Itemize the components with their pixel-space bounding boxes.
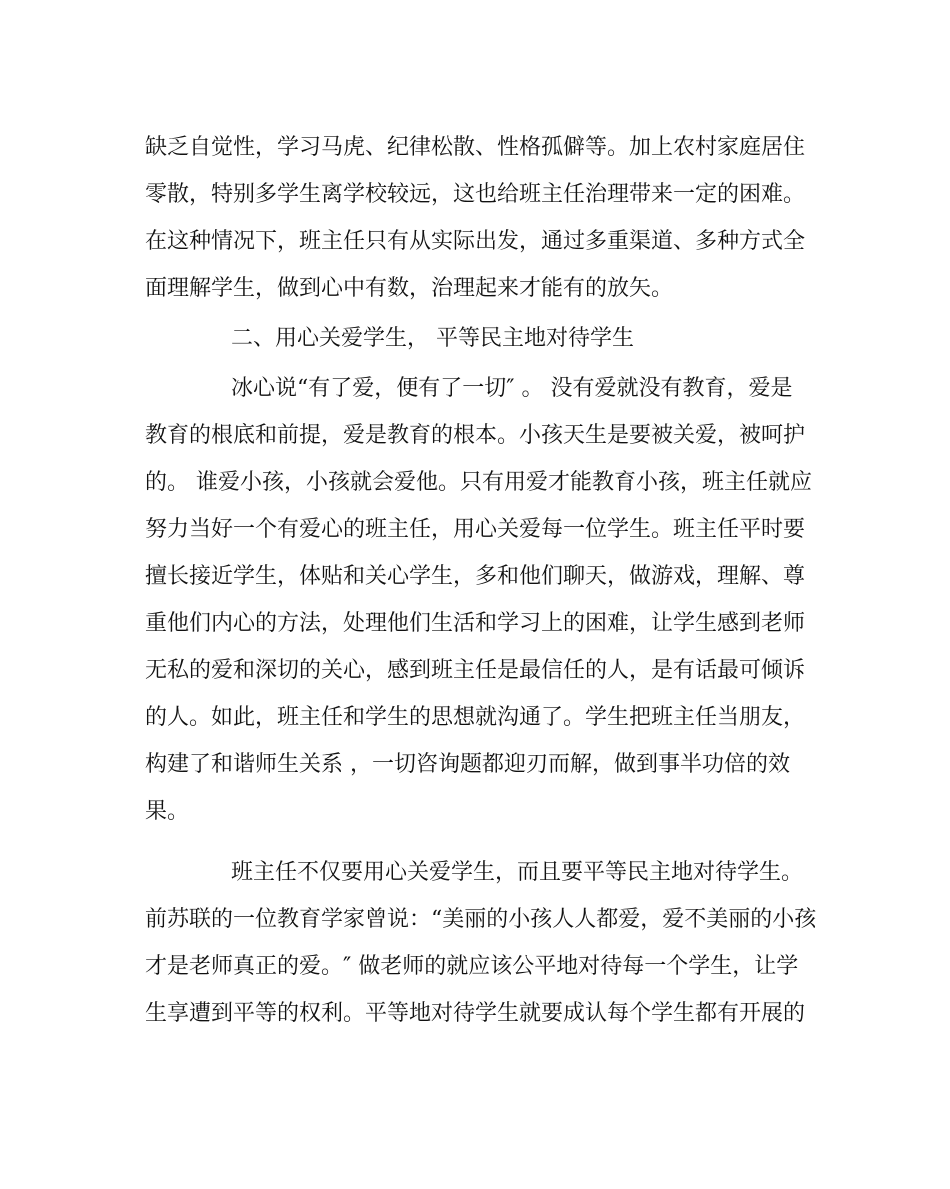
text-line: 擅长接近学生，体贴和关心学生，多和他们聊天，做游戏，理解、尊 [145, 564, 806, 589]
text-line: 重他们内心的方法，处理他们生活和学习上的困难，让学生感到老师 [145, 611, 806, 636]
text-line: 在这种情况下，班主任只有从实际出发，通过多重渠道、多种方式全 [145, 229, 806, 254]
text-line: 努力当好一个有爱心的班主任，用心关爱每一位学生。班主任平时要 [145, 517, 806, 542]
text-line: 冰心说“有了爱，便有了一切″ 。 没有爱就没有教育，爱是 [231, 376, 793, 401]
text-line: 生享遭到平等的权利。平等地对待学生就要成认每个学生都有开展的 [145, 1001, 806, 1026]
text-line: 的。 谁爱小孩，小孩就会爱他。只有用爱才能教育小孩，班主任就应 [145, 470, 812, 495]
text-line: 缺乏自觉性，学习马虎、纪律松散、性格孤僻等。加上农村家庭居住 [145, 135, 806, 160]
text-line: 面理解学生，做到心中有数，治理起来才能有的放矢。 [145, 276, 674, 301]
text-line: 果。 [145, 799, 190, 824]
section-heading: 二、用心关爱学生， 平等民主地对待学生 [231, 326, 634, 351]
text-line: 前苏联的一位教育学家曾说：“美丽的小孩人人都爱，爱不美丽的小孩 [145, 907, 817, 932]
text-line: 的人。如此，班主任和学生的思想就沟通了。学生把班主任当朋友， [145, 705, 806, 730]
text-line: 教育的根底和前提，爱是教育的根本。小孩天生是要被关爱，被呵护 [145, 423, 806, 448]
text-line: 无私的爱和深切的关心，感到班主任是最信任的人，是有话最可倾诉 [145, 658, 806, 683]
text-line: 构建了和谐师生关系 ，一切咨询题都迎刃而解，做到事半功倍的效 [145, 752, 790, 777]
text-line: 班主任不仅要用心关爱学生，而且要平等民主地对待学生。 [231, 860, 804, 885]
text-line: 零散，特别多学生离学校较远，这也给班主任治理带来一定的困难。 [145, 182, 806, 207]
text-line: 才是老师真正的爱。″ 做老师的就应该公平地对待每一个学生，让学 [145, 954, 799, 979]
